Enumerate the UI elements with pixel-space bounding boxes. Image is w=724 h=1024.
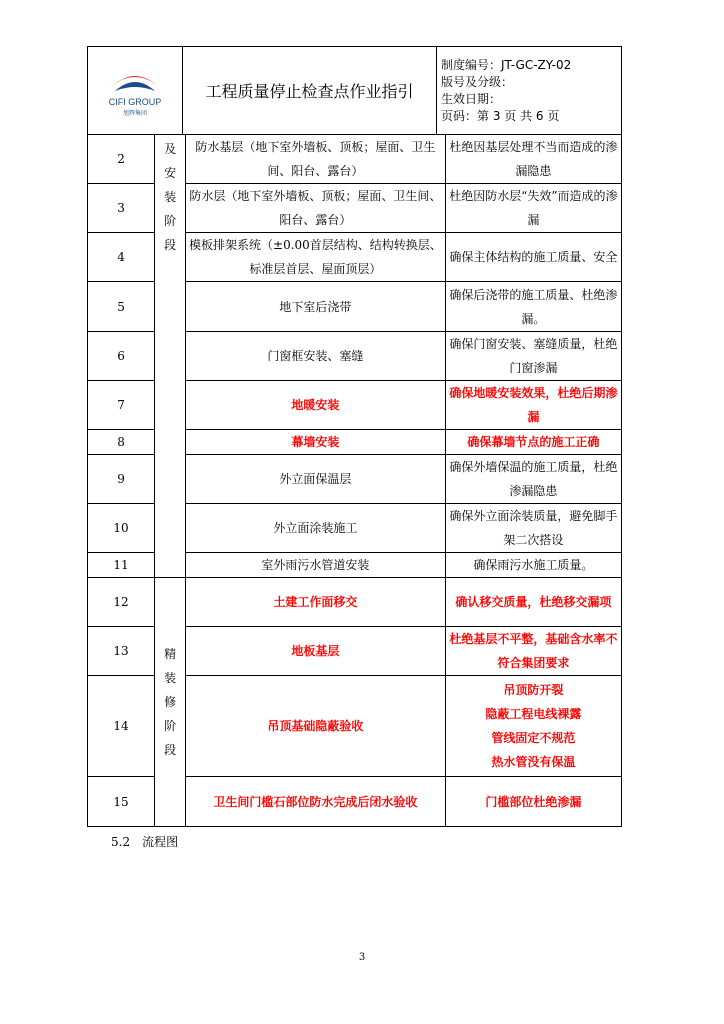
page-info: 页码：第 3 页 共 6 页 [441, 108, 560, 123]
check-goal: 确保外立面涂装质量，避免脚手架二次搭设 [445, 504, 621, 553]
check-goal: 确保主体结构的施工质量、安全 [445, 233, 621, 282]
check-goal: 确保地暖安装效果，杜绝后期渗漏 [445, 381, 621, 430]
check-goal: 确保后浇带的施工质量、杜绝渗漏。 [445, 282, 621, 332]
check-item: 幕墙安装 [186, 430, 445, 455]
version-level: 版号及分级： [441, 74, 514, 89]
row-number: 7 [88, 381, 155, 430]
checkpoint-table [87, 134, 622, 827]
check-goal: 确保门窗安装、塞缝质量，杜绝门窗渗漏 [445, 332, 621, 381]
check-goal: 杜绝因防水层“失效”而造成的渗漏 [445, 184, 621, 233]
stage-installation [155, 135, 186, 578]
check-item: 防水基层（地下室外墙板、顶板；屋面、卫生间、阳台、露台） [186, 135, 445, 184]
stage-char: 安 [164, 166, 177, 180]
check-goal: 确认移交质量，杜绝移交漏项 [445, 578, 621, 627]
check-item: 地暖安装 [186, 381, 445, 430]
section-title: 流程图 [142, 835, 179, 849]
table-row [88, 135, 622, 184]
stage-char: 段 [164, 238, 177, 252]
check-item: 土建工作面移交 [186, 578, 445, 627]
stage-char: 装 [164, 190, 177, 204]
row-number: 15 [88, 777, 155, 827]
stage-char: 精 [164, 647, 177, 661]
check-item: 外立面涂装施工 [186, 504, 445, 553]
check-goal: 杜绝基层不平整，基础含水率不符合集团要求 [445, 627, 621, 676]
row-number: 14 [88, 676, 155, 777]
row-number: 12 [88, 578, 155, 627]
row-number: 2 [88, 135, 155, 184]
stage-char: 段 [164, 743, 177, 757]
goal-line: 隐蔽工程电线裸露 [485, 707, 582, 721]
document-info [437, 47, 622, 135]
cifi-logo-icon [95, 59, 175, 119]
logo-subtext: 旭辉集团 [122, 109, 148, 117]
check-item: 地板基层 [186, 627, 445, 676]
document-header [87, 46, 622, 135]
goal-line: 热水管没有保温 [491, 755, 576, 769]
section-heading [111, 833, 190, 850]
check-goal: 确保外墙保温的施工质量，杜绝渗漏隐患 [445, 455, 621, 504]
section-number: 5.2 [111, 835, 131, 849]
document-title: 工程质量停止检查点作业指引 [183, 47, 437, 135]
stage-char: 修 [164, 695, 177, 709]
stage-char: 装 [164, 671, 177, 685]
check-goal: 杜绝因基层处理不当而造成的渗漏隐患 [445, 135, 621, 184]
page-number: 3 [358, 952, 366, 963]
check-item: 模板排架系统（±0.00首层结构、结构转换层、标准层首层、屋面顶层） [186, 233, 445, 282]
check-goal: 确保雨污水施工质量。 [445, 553, 621, 578]
check-item: 吊顶基础隐蔽验收 [186, 676, 445, 777]
check-item: 外立面保温层 [186, 455, 445, 504]
check-item: 门窗框安装、塞缝 [186, 332, 445, 381]
check-item: 地下室后浇带 [186, 282, 445, 332]
stage-fitout [155, 578, 186, 827]
row-number: 3 [88, 184, 155, 233]
row-number: 9 [88, 455, 155, 504]
logo-text: CIFI GROUP [108, 96, 162, 107]
row-number: 6 [88, 332, 155, 381]
row-number: 4 [88, 233, 155, 282]
doc-number: 制度编号：JT-GC-ZY-02 [441, 57, 572, 72]
row-number: 5 [88, 282, 155, 332]
check-goal [445, 676, 621, 777]
check-goal: 确保幕墙节点的施工正确 [445, 430, 621, 455]
goal-line: 管线固定不规范 [491, 731, 576, 745]
check-goal: 门槛部位杜绝渗漏 [445, 777, 621, 827]
row-number: 10 [88, 504, 155, 553]
table-row [88, 578, 622, 627]
row-number: 8 [88, 430, 155, 455]
check-item: 卫生间门槛石部位防水完成后闭水验收 [186, 777, 445, 827]
stage-char: 阶 [164, 214, 177, 228]
check-item: 防水层（地下室外墙板、顶板；屋面、卫生间、阳台、露台） [186, 184, 445, 233]
effective-date: 生效日期： [441, 91, 502, 106]
check-item: 室外雨污水管道安装 [186, 553, 445, 578]
row-number: 13 [88, 627, 155, 676]
goal-line: 吊顶防开裂 [503, 683, 564, 697]
stage-char: 及 [164, 142, 177, 156]
stage-char: 阶 [164, 719, 177, 733]
row-number: 11 [88, 553, 155, 578]
logo [88, 47, 183, 135]
